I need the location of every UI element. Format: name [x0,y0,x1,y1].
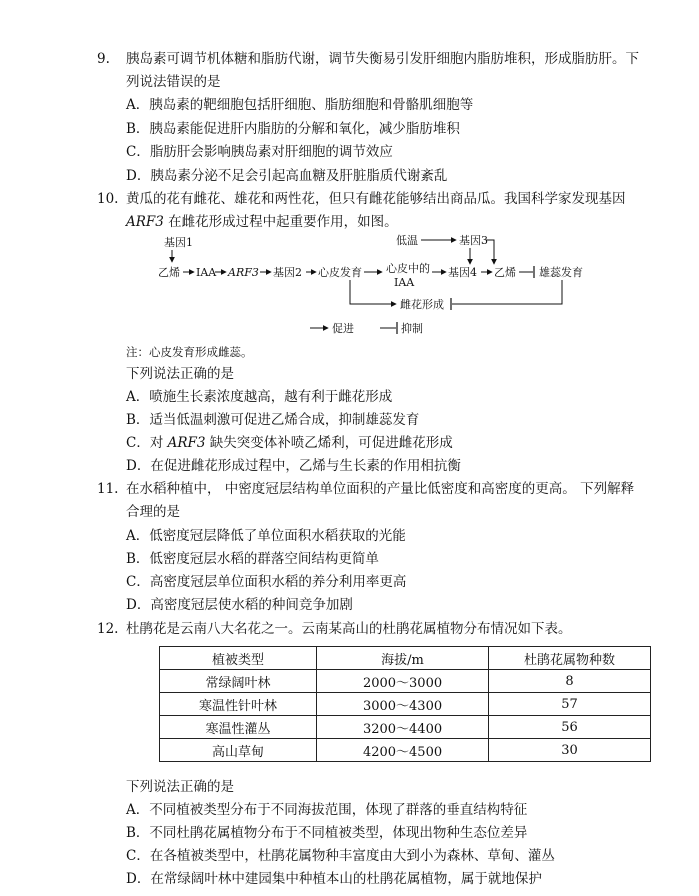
q11-option-a: A．低密度冠层降低了单位面积水稻获取的光能 [126,528,406,544]
q9-number: 9. [97,51,110,67]
q9-option-d: D．胰岛素分泌不足会引起高血糖及肝脏脂质代谢紊乱 [126,168,448,184]
q10-option-a: A．喷施生长素浓度越高，越有利于雌花形成 [126,389,393,405]
q10-option-c-pre: C．对 [126,435,168,451]
q12-option-b: B．不同杜鹃花属植物分布于不同植被类型，体现出物种生态位差异 [126,825,528,841]
q10-ask: 下列说法正确的是 [126,366,234,382]
q11-option-c: C．高密度冠层单位面积水稻的养分利用率更高 [126,574,407,590]
table-row [160,693,651,716]
table-cell: 57 [488,693,650,716]
q11-stem-line2: 合理的是 [126,504,180,520]
table-header-species-count: 杜鹃花属物种数 [488,647,650,670]
q9-option-c: C．脂肪肝会影响胰岛素对肝细胞的调节效应 [126,144,393,160]
q10-gene-arf3: ARF3 [126,214,164,230]
q11-option-b: B．低密度冠层水稻的群落空间结构更简单 [126,551,379,567]
q12-option-a: A．不同植被类型分布于不同海拔范围，体现了群落的垂直结构特征 [126,802,528,818]
q9-option-a: A．胰岛素的靶细胞包括肝细胞、脂肪细胞和骨骼肌细胞等 [126,97,474,113]
q12-ask: 下列说法正确的是 [126,779,234,795]
table-cell: 2000～3000 [317,670,489,693]
table-cell: 3000～4300 [317,693,489,716]
table-header-row [160,647,651,670]
q10-option-c-gene: ARF3 [167,435,206,451]
diagram-gene1: 基因1 [164,236,193,249]
table-header-altitude: 海拔/m [317,647,489,670]
diagram-female-flower: 雌花形成 [400,298,444,311]
table-cell: 56 [488,716,650,739]
table-cell: 常绿阔叶林 [160,670,317,693]
q10-option-b: B．适当低温刺激可促进乙烯合成，抑制雄蕊发育 [126,412,420,428]
q12-option-c: C．在各植被类型中，杜鹃花属物种丰富度由大到小为森林、草甸、灌丛 [126,848,555,864]
arrow-cortex-to-female-flower [350,280,396,304]
q10-option-c [126,434,453,452]
q12-option-d: D．在常绿阔叶林中建园集中种植本山的杜鹃花属植物，属于就地保护 [126,871,542,887]
q12-stem: 杜鹃花是云南八大名花之一。云南某高山的杜鹃花属植物分布情况如下表。 [126,621,572,637]
table-cell: 8 [488,670,650,693]
q10-option-c-post: 缺失突变体补喷乙烯利，可促进雌花形成 [205,435,453,451]
diagram-cortex-iaa-line2: IAA [394,276,415,289]
legend-inhibit-label: 抑制 [401,322,423,335]
q11-stem-line1: 在水稻种植中， 中密度冠层结构单位面积的产量比低密度和高密度的更高。 下列解释 [126,481,635,497]
q11-number: 11. [97,481,119,497]
q10-stem-line1: 黄瓜的花有雌花、雄花和两性花，但只有雌花能够结出商品瓜。我国科学家发现基因 [126,191,626,207]
diagram-arf3: ARF3 [228,266,259,279]
diagram-cortex-dev: 心皮发育 [318,266,362,279]
diagram-ethylene2: 乙烯 [494,266,516,279]
table-row [160,739,651,762]
q9-option-b: B．胰岛素能促进肝内脂肪的分解和氧化，减少脂肪堆积 [126,121,460,137]
diagram-low-temp: 低温 [396,234,418,247]
diagram-gene4: 基因4 [448,266,477,279]
diagram-iaa: IAA [196,266,217,279]
table-row [160,670,651,693]
q10-option-d: D．在促进雌花形成过程中，乙烯与生长素的作用相抗衡 [126,458,461,474]
diagram-gene2: 基因2 [273,266,302,279]
table-cell: 寒温性针叶林 [160,693,317,716]
diagram-ethylene: 乙烯 [158,266,180,279]
table-header-vegetation: 植被类型 [160,647,317,670]
diagram-cortex-iaa-line1: 心皮中的 [386,262,430,275]
legend-promote-label: 促进 [332,322,354,335]
table-cell: 寒温性灌丛 [160,716,317,739]
q9-stem-line2: 列说法错误的是 [126,74,221,90]
arf3-regulation-diagram [130,228,600,340]
table-cell: 4200～4500 [317,739,489,762]
q12-number: 12. [97,621,119,637]
q10-number: 10. [97,191,119,207]
q9-stem-line1: 胰岛素可调节机体糖和脂肪代谢，调节失衡易引发肝细胞内脂肪堆积，形成脂肪肝。下 [126,51,639,67]
diagram-stamen-dev: 雄蕊发育 [539,266,583,279]
table-cell: 30 [488,739,650,762]
rhododendron-distribution-table [159,646,651,762]
table-row [160,716,651,739]
inhibit-stamen-to-female-flower [452,280,562,304]
table-cell: 3200～4400 [317,716,489,739]
table-cell: 高山草甸 [160,739,317,762]
diagram-gene3: 基因3 [459,234,488,247]
q11-option-d: D．高密度冠层使水稻的种间竞争加剧 [126,597,353,613]
q10-note: 注：心皮发育形成雌蕊。 [126,345,253,359]
q10-stem-line2-rest: 在雌花形成过程中起重要作用，如图。 [163,214,398,230]
